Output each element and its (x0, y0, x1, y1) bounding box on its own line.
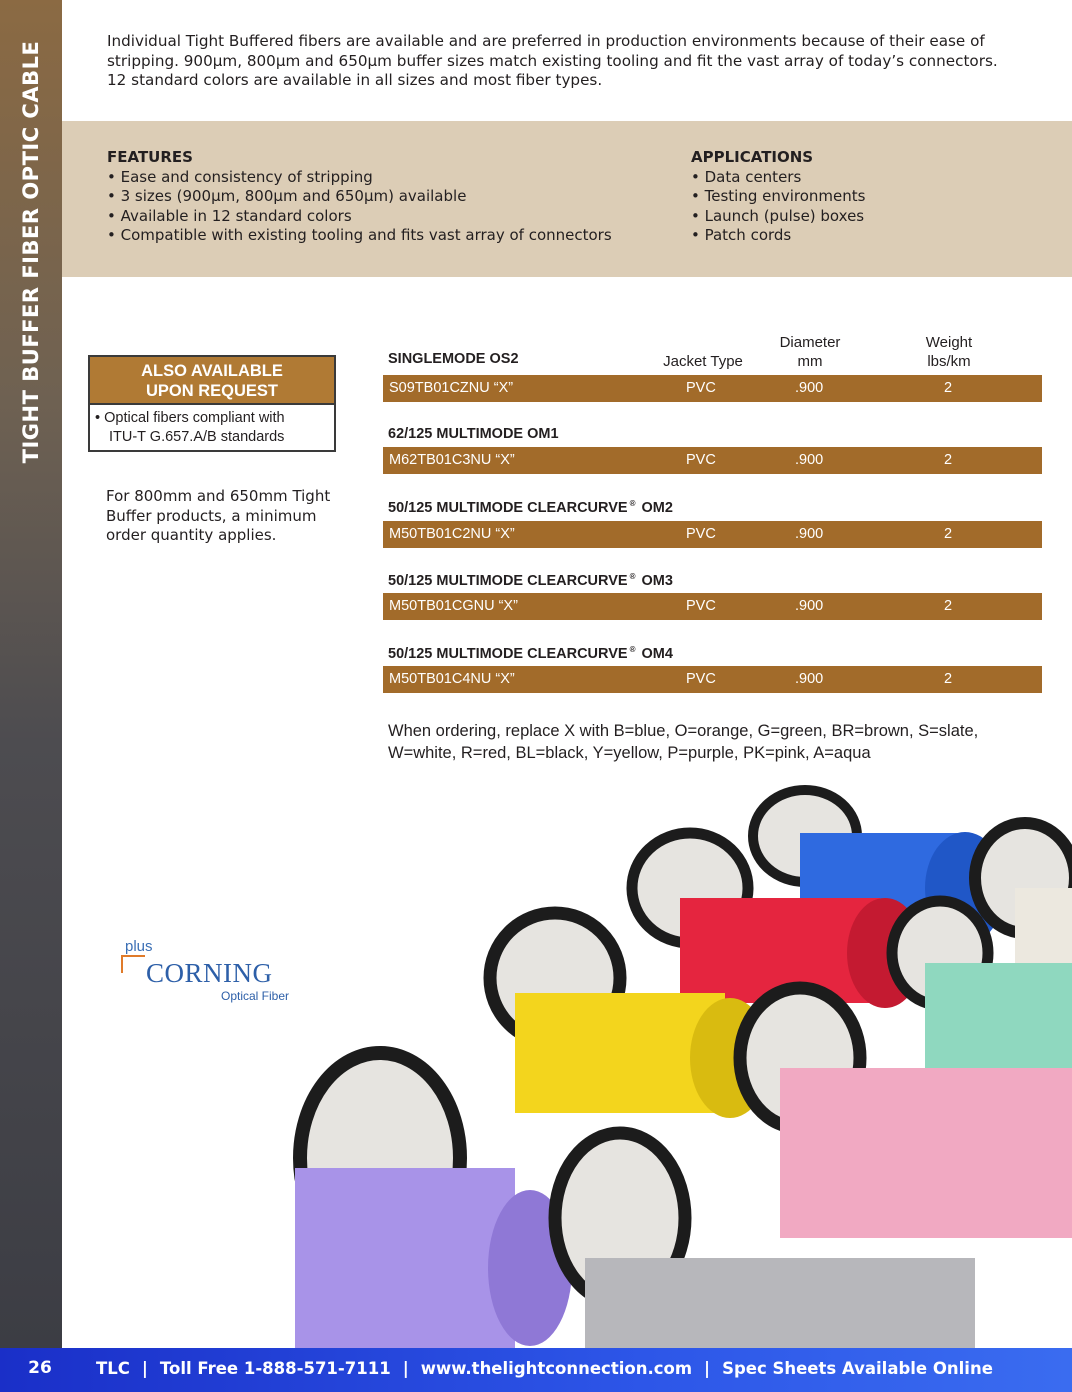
weight-value: 2 (944, 380, 953, 396)
features-list (107, 148, 612, 246)
footer-url[interactable]: www.thelightconnection.com (420, 1359, 693, 1378)
group-label-suffix: OM4 (641, 646, 673, 662)
intro-paragraph (107, 32, 1037, 91)
diameter-value: .900 (795, 380, 824, 396)
footer-separator: | (704, 1359, 711, 1378)
diameter-value: .900 (795, 671, 824, 687)
jacket-type: PVC (686, 671, 716, 687)
column-header-text: Diameter (779, 334, 841, 351)
part-number: M50TB01C2NU “X” (389, 526, 515, 542)
diameter-value: .900 (795, 452, 824, 468)
weight-value: 2 (944, 526, 953, 542)
corning-logo-icon (121, 955, 145, 973)
group-label-text: 62/125 MULTIMODE OM1 (388, 426, 559, 442)
registered-mark: ® (629, 572, 636, 581)
jacket-type: PVC (686, 380, 716, 396)
also-available-heading-line: UPON REQUEST (145, 382, 279, 400)
footer-separator: | (402, 1359, 409, 1378)
application-item: • Patch cords (691, 226, 792, 245)
features-heading: FEATURES (107, 148, 193, 166)
column-header-text: lbs/km (927, 353, 971, 370)
ordering-line: W=white, R=red, BL=black, Y=yellow, P=purple, PK=pink, A=aqua (388, 743, 871, 762)
diameter-value: .900 (795, 526, 824, 542)
page-footer (0, 1348, 1072, 1392)
product-group-label (388, 499, 673, 516)
applications-heading: APPLICATIONS (691, 148, 814, 166)
column-header-diameter (760, 333, 860, 371)
intro-line: 12 standard colors are available in all sizes and most fiber types. (107, 71, 603, 89)
footer-tagline: Spec Sheets Available Online (722, 1359, 993, 1378)
weight-value: 2 (944, 452, 953, 468)
product-row (383, 521, 1042, 548)
section-side-tab (0, 0, 62, 1348)
application-item: • Launch (pulse) boxes (691, 206, 865, 225)
column-header-text: Weight (925, 334, 973, 351)
part-number: M50TB01CGNU “X” (389, 598, 518, 614)
also-available-text: • Optical fibers compliant with (95, 410, 285, 426)
product-group-label (388, 351, 519, 367)
product-group-label (388, 426, 559, 442)
weight-value: 2 (944, 598, 953, 614)
moq-line: order quantity applies. (106, 526, 277, 545)
registered-mark: ® (629, 645, 636, 654)
logo-wordmark: CORNING (146, 958, 273, 988)
group-label-text: 50/125 MULTIMODE CLEARCURVE (388, 573, 628, 589)
feature-item: • 3 sizes (900µm, 800µm and 650µm) available (107, 187, 467, 206)
intro-line: stripping. 900µm, 800µm and 650µm buffer sizes match existing tooling and fit the vast array of today’s connectors. (107, 51, 998, 70)
column-header-weight (905, 333, 993, 371)
product-row (383, 593, 1042, 620)
features-band (62, 121, 1072, 277)
section-title-vertical: TIGHT BUFFER FIBER OPTIC CABLE (19, 40, 43, 464)
also-available-heading-line: ALSO AVAILABLE (141, 362, 283, 380)
footer-brand: TLC (96, 1359, 130, 1378)
feature-item: • Compatible with existing tooling and fits vast array of connectors (107, 226, 612, 245)
column-header-text: mm (797, 353, 823, 370)
intro-line: Individual Tight Buffered fibers are available and are preferred in production environments because of their ease of (107, 32, 985, 50)
footer-separator: | (141, 1359, 148, 1378)
footer-phone: Toll Free 1-888-571-7111 (159, 1359, 391, 1378)
application-item: • Data centers (691, 167, 802, 186)
part-number: M62TB01C3NU “X” (389, 452, 515, 468)
product-group-label (388, 645, 673, 662)
group-label-suffix: OM2 (641, 500, 673, 516)
application-item: • Testing environments (691, 187, 866, 206)
page-number: 26 (28, 1358, 52, 1378)
jacket-type: PVC (686, 452, 716, 468)
footer-text (96, 1359, 993, 1378)
product-group-label (388, 572, 673, 589)
product-row (383, 447, 1042, 474)
jacket-type: PVC (686, 598, 716, 614)
applications-list (691, 148, 865, 246)
group-label-text: 50/125 MULTIMODE CLEARCURVE (388, 500, 628, 516)
column-header-jacket: Jacket Type (663, 353, 743, 370)
weight-value: 2 (944, 671, 953, 687)
feature-item: • Available in 12 standard colors (107, 206, 352, 225)
part-number: M50TB01C4NU “X” (389, 671, 515, 687)
logo-subtitle: Optical Fiber (221, 989, 290, 1003)
part-number: S09TB01CZNU “X” (389, 380, 514, 396)
group-label-text: SINGLEMODE OS2 (388, 351, 519, 367)
also-available-heading (90, 357, 334, 405)
diameter-value: .900 (795, 598, 824, 614)
product-row (383, 666, 1042, 693)
moq-line: For 800mm and 650mm Tight (106, 487, 331, 505)
jacket-type: PVC (686, 526, 716, 542)
product-row (383, 375, 1042, 402)
group-label-text: 50/125 MULTIMODE CLEARCURVE (388, 646, 628, 662)
also-available-body (90, 405, 334, 447)
fiber-spools-photo (225, 778, 1072, 1348)
group-label-suffix: OM3 (641, 573, 673, 589)
also-available-box (88, 355, 336, 452)
registered-mark: ® (629, 499, 636, 508)
logo-plus-text: plus (125, 938, 153, 955)
ordering-line: When ordering, replace X with B=blue, O=orange, G=green, BR=brown, S=slate, (388, 722, 979, 740)
also-available-text: ITU-T G.657.A/B standards (109, 429, 285, 445)
feature-item: • Ease and consistency of stripping (107, 167, 373, 186)
moq-line: Buffer products, a minimum (106, 506, 317, 525)
minimum-order-note (106, 487, 356, 546)
ordering-instructions (388, 721, 1048, 764)
